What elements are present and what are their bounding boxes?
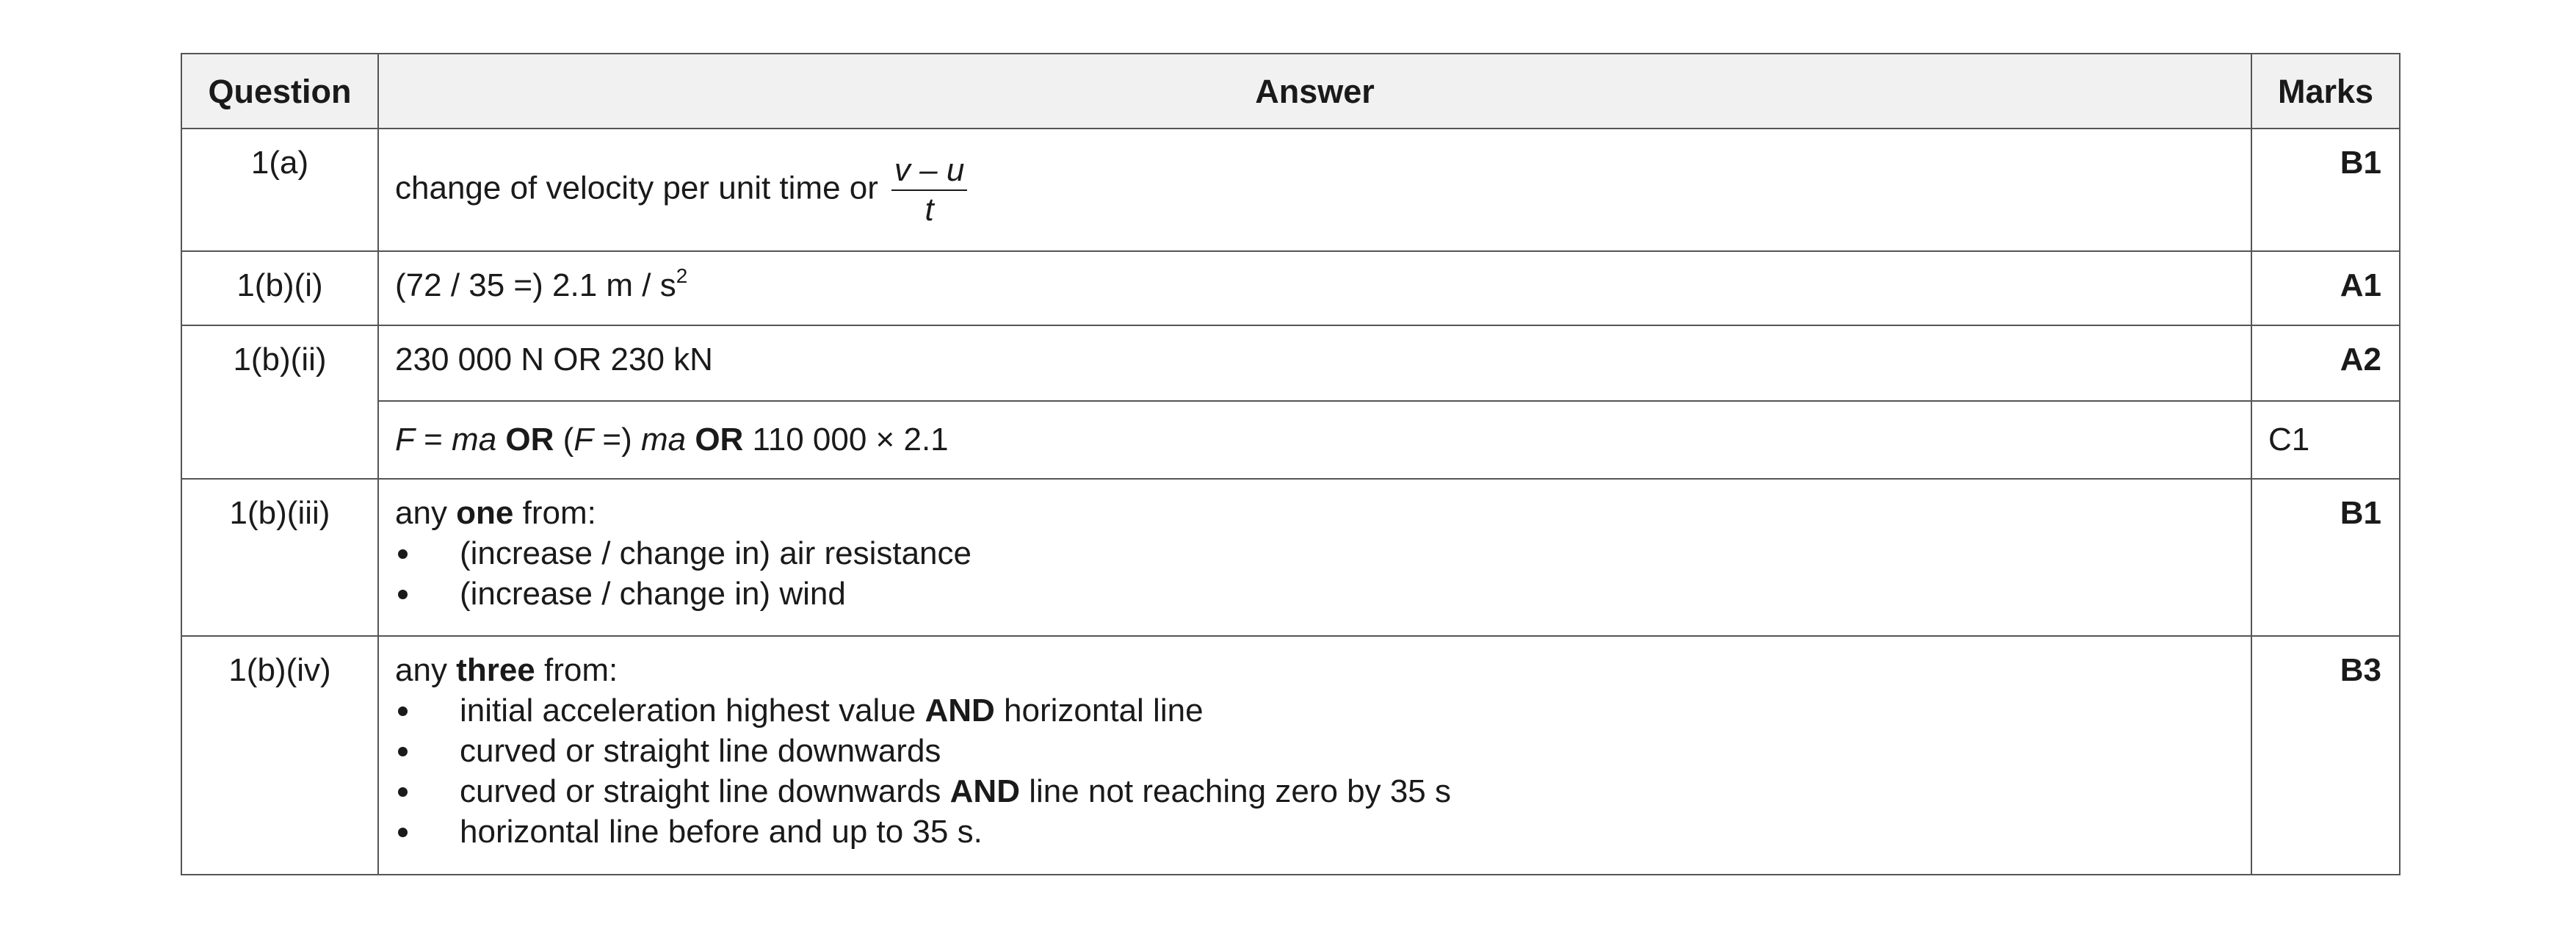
- symbol-f: F: [574, 422, 594, 458]
- marks-cell: B1: [2251, 479, 2400, 636]
- header-answer: Answer: [378, 54, 2251, 129]
- answer-cell: [378, 479, 2251, 636]
- table-row: [181, 325, 2400, 401]
- symbol-f: F: [395, 422, 415, 458]
- marks-cell: A1: [2251, 251, 2400, 325]
- header-question: Question: [181, 54, 378, 129]
- item-text: horizontal line: [994, 693, 1204, 729]
- answer-cell: [378, 401, 2251, 479]
- question-cell: 1(b)(ii): [181, 325, 378, 479]
- header-marks: Marks: [2251, 54, 2400, 129]
- marks-cell: B3: [2251, 636, 2400, 875]
- answer-text: (72 / 35 =) 2.1 m / s: [395, 267, 676, 303]
- table-row: [181, 479, 2400, 636]
- answer-cell: 230 000 N OR 230 kN: [378, 325, 2251, 401]
- bullet-list: [395, 690, 2235, 852]
- list-item: curved or straight line downwards: [395, 731, 2235, 771]
- answer-cell: [378, 636, 2251, 875]
- or-keyword: OR: [496, 422, 563, 458]
- or-keyword: OR: [686, 422, 753, 458]
- superscript: 2: [676, 264, 688, 287]
- marks-cell: B1: [2251, 129, 2400, 251]
- symbol-ma: ma: [452, 422, 497, 458]
- intro-keyword: three: [456, 652, 535, 688]
- marks-cell: C1: [2251, 401, 2400, 479]
- question-cell: 1(b)(iii): [181, 479, 378, 636]
- bullet-list: [395, 533, 2235, 614]
- fraction: [891, 151, 967, 229]
- and-keyword: AND: [925, 693, 995, 729]
- table-row: [181, 129, 2400, 251]
- equals: =): [593, 422, 641, 458]
- intro-keyword: one: [456, 495, 514, 531]
- item-text: initial acceleration highest value: [460, 693, 925, 729]
- list-item: [395, 771, 2235, 811]
- equals: =: [414, 422, 452, 458]
- answer-text: change of velocity per unit time or: [395, 170, 878, 206]
- answer-intro: [395, 493, 2235, 533]
- intro-text: any: [395, 495, 457, 531]
- mark-scheme-table: [181, 53, 2400, 875]
- and-keyword: AND: [949, 773, 1020, 809]
- table-row: [181, 401, 2400, 479]
- item-text: curved or straight line downwards: [460, 773, 950, 809]
- marks-cell: A2: [2251, 325, 2400, 401]
- symbol-ma: ma: [640, 422, 687, 458]
- list-item: horizontal line before and up to 35 s.: [395, 811, 2235, 852]
- question-cell: 1(b)(i): [181, 251, 378, 325]
- question-cell: 1(a): [181, 129, 378, 251]
- table-row: [181, 251, 2400, 325]
- intro-text: from:: [513, 495, 596, 531]
- intro-text: any: [395, 652, 457, 688]
- answer-cell: [378, 251, 2251, 325]
- table-row: [181, 636, 2400, 875]
- list-item: [395, 690, 2235, 731]
- paren-open: (: [562, 422, 574, 458]
- fraction-numerator: v – u: [891, 151, 967, 191]
- item-text: line not reaching zero by 35 s: [1019, 773, 1452, 809]
- question-cell: 1(b)(iv): [181, 636, 378, 875]
- fraction-denominator: t: [925, 192, 934, 228]
- list-item: (increase / change in) air resistance: [395, 533, 2235, 574]
- header-row: [181, 54, 2400, 129]
- intro-text: from:: [535, 652, 618, 688]
- answer-cell: [378, 129, 2251, 251]
- list-item: (increase / change in) wind: [395, 574, 2235, 614]
- calculation: 110 000 × 2.1: [752, 422, 949, 458]
- answer-intro: [395, 650, 2235, 690]
